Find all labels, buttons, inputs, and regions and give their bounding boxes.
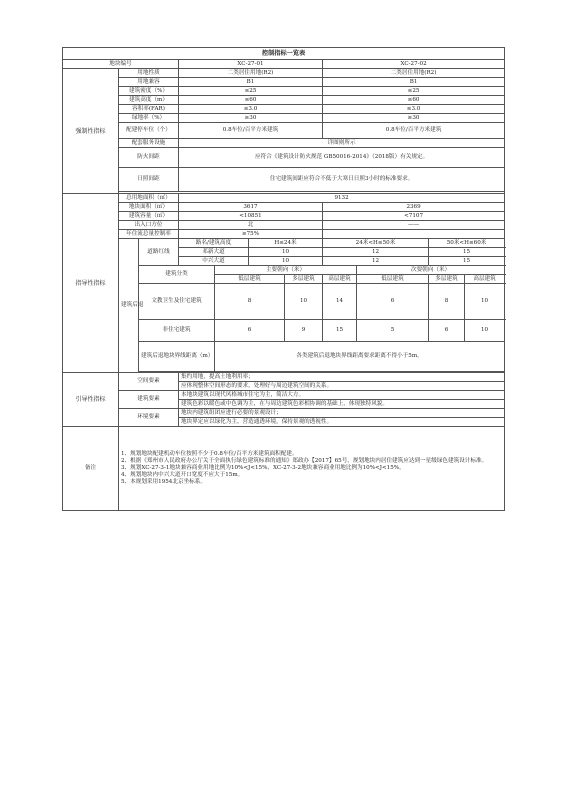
height-type-cell: 多层建筑: [285, 275, 323, 284]
table-cell: 出入口方位: [119, 221, 179, 230]
remark-line: 2、根据《郑州市人民政府办公厅关于全面执行绿色建筑标准的通知》郑政办【2017】65号，规划地块内居住建筑应达到一星级绿色建筑设计标准。: [121, 458, 488, 464]
table-cell: 14: [323, 284, 357, 320]
table-cell: ≤3.0: [179, 105, 323, 114]
boundary-setback-label: 建筑后退地块界线距离（m）: [139, 342, 215, 372]
road-redline-label: 道路红线: [139, 239, 179, 266]
table-cell: 容积率(FAR): [119, 105, 179, 114]
table-cell: ≤60: [323, 96, 505, 105]
road-header-cell: 50米<H≤60米: [429, 239, 505, 248]
sunlight-spacing-label: 日照间距: [119, 168, 179, 192]
table-cell: 10: [249, 248, 323, 257]
table-cell: 0.8车位/百平方米建筑: [179, 123, 323, 139]
leading-item-line: 集约用地，提高土地利用率；: [179, 373, 505, 382]
group-mandatory: 强制性指标: [63, 69, 119, 194]
total-area-value: 9132: [179, 194, 505, 203]
table-cell: [323, 230, 505, 239]
table-cell: ——: [323, 221, 505, 230]
table-cell: ≤3.0: [323, 105, 505, 114]
leading-item-label: 建筑要素: [119, 391, 179, 409]
table-cell: 二类居住用地(R2): [179, 69, 323, 78]
table-cell: <10851: [179, 212, 323, 221]
table-cell: 3617: [179, 203, 323, 212]
table-cell: 配建停车位（个）: [119, 123, 179, 139]
road-header-cell: 路名/建筑高度: [179, 239, 249, 248]
table-cell: 用地性质: [119, 69, 179, 78]
height-type-cell: 低层建筑: [215, 275, 285, 284]
header-parcel-a: XC-27-01: [179, 60, 323, 69]
table-cell: 二类居住用地(R2): [323, 69, 505, 78]
main-direction-header: 主要朝向（米）: [215, 266, 357, 275]
sunlight-spacing-value: 住宅建筑间距应符合不低于大寒日日照3小时的标准要求。: [179, 168, 505, 192]
nonresidential-label: 非住宅建筑: [139, 320, 215, 342]
control-index-table: [62, 47, 504, 511]
table-cell: 北: [179, 221, 323, 230]
road-header-cell: 24米<H≤50米: [323, 239, 429, 248]
table-cell: 6: [357, 284, 429, 320]
sub-direction-header: 次要朝向（米）: [357, 266, 505, 275]
fire-spacing-value: 应符合《建筑设计防火规范 GB50016-2014》（2018版）有关规定。: [179, 148, 505, 168]
leading-item-line: 应体现整体空间形态的要求，处理好与周边建筑空间的关系。: [179, 382, 505, 391]
service-facilities-label: 配套服务设施: [119, 139, 179, 148]
fire-spacing-label: 防火间距: [119, 148, 179, 168]
table-cell: 10: [285, 284, 323, 320]
table-cell: 0.8车位/百平方米建筑: [323, 123, 505, 139]
remark-line: 5、本规划采用1954北京坐标系。: [121, 479, 206, 485]
table-cell: ≤25: [179, 87, 323, 96]
table-cell: B1: [179, 78, 323, 87]
table-cell: 6: [429, 320, 465, 342]
header-parcel-no: 地块编号: [63, 60, 179, 69]
table-cell: 建筑密度（%）: [119, 87, 179, 96]
remark-line: 1、规划地块配建机动车位按照不少于0.8车位/百平方米建筑面积配建。: [121, 451, 298, 457]
table-cell: 6: [215, 320, 285, 342]
group-leading: 引导性指标: [63, 373, 119, 427]
table-cell: ≥30: [179, 114, 323, 123]
building-class-label: 建筑分类: [139, 266, 215, 284]
leading-item-label: 空间要素: [119, 373, 179, 391]
table-cell: 15: [429, 248, 505, 257]
remark-line: 3、规划XC-27-3-1地块兼容商业用地比例为10%<J<15%，XC-27-3-2地块兼容商业用地比例为10%<J<15%。: [121, 465, 405, 471]
leading-item-line: 地块内建筑组团应进行必要的景观设计；: [179, 409, 505, 418]
table-cell: 5: [357, 320, 429, 342]
height-type-cell: 多层建筑: [429, 275, 465, 284]
leading-item-label: 环境要素: [119, 409, 179, 427]
road-name: 邓新大道: [179, 248, 249, 257]
road-name: 中兴大道: [179, 257, 249, 266]
height-type-cell: 低层建筑: [357, 275, 429, 284]
leading-item-line: 本地块建筑以现代风格城市住宅为主，简洁大方。: [179, 391, 505, 400]
table-cell: 8: [429, 284, 465, 320]
remarks-label: 备注: [63, 427, 119, 511]
table-cell: 用地兼容: [119, 78, 179, 87]
table-cell: 10: [249, 257, 323, 266]
height-type-cell: 高层建筑: [465, 275, 505, 284]
table-cell: 12: [323, 248, 429, 257]
table-cell: ≥30: [323, 114, 505, 123]
setback-label: 建筑后退: [119, 239, 139, 373]
boundary-setback-value: 各类建筑后退地块界线距离要求距离不得小于5m。: [215, 342, 505, 372]
table-cell: ≤60: [179, 96, 323, 105]
table-cell: 10: [465, 320, 505, 342]
runoff-control-value: ≥75%: [179, 230, 323, 239]
service-facilities-value: 详图则所示: [179, 139, 505, 148]
leading-item-line: 地块界定应以绿化为主，营造通透环境，保持景观的透视性。: [179, 418, 505, 427]
table-cell: 地块面积（㎡）: [119, 203, 179, 212]
remarks-body: [119, 427, 505, 511]
table-cell: 9: [285, 320, 323, 342]
height-type-cell: 高层建筑: [323, 275, 357, 284]
table-cell: <7107: [323, 212, 505, 221]
table-cell: 8: [215, 284, 285, 320]
table-cell: 15: [323, 320, 357, 342]
road-header-cell: H≤24米: [249, 239, 323, 248]
header-parcel-b: XC-27-02: [323, 60, 505, 69]
leading-item-line: 建筑色彩以暖色或中色调为主，在与周边建筑色彩相协调的基础上，体现独特风貌。: [179, 400, 505, 409]
table-cell: 2369: [323, 203, 505, 212]
table-cell: 10: [465, 284, 505, 320]
table-cell: 绿地率（%）: [119, 114, 179, 123]
residential-label: 文教卫生及住宅建筑: [139, 284, 215, 320]
total-area-label: 总用地面积（㎡）: [119, 194, 179, 203]
group-guiding: 指导性指标: [63, 194, 119, 373]
table-cell: ≤25: [323, 87, 505, 96]
table-cell: 15: [429, 257, 505, 266]
table-cell: 12: [323, 257, 429, 266]
table-title: 控制指标一览表: [63, 48, 505, 60]
table-cell: 建筑容量（㎡）: [119, 212, 179, 221]
table-cell: 建筑高度（m）: [119, 96, 179, 105]
runoff-control-label: 年住流总量控制率: [119, 230, 179, 239]
remark-line: 4、规划地块内中兴大道开口宽度不应大于15m。: [121, 472, 244, 478]
table-cell: B1: [323, 78, 505, 87]
